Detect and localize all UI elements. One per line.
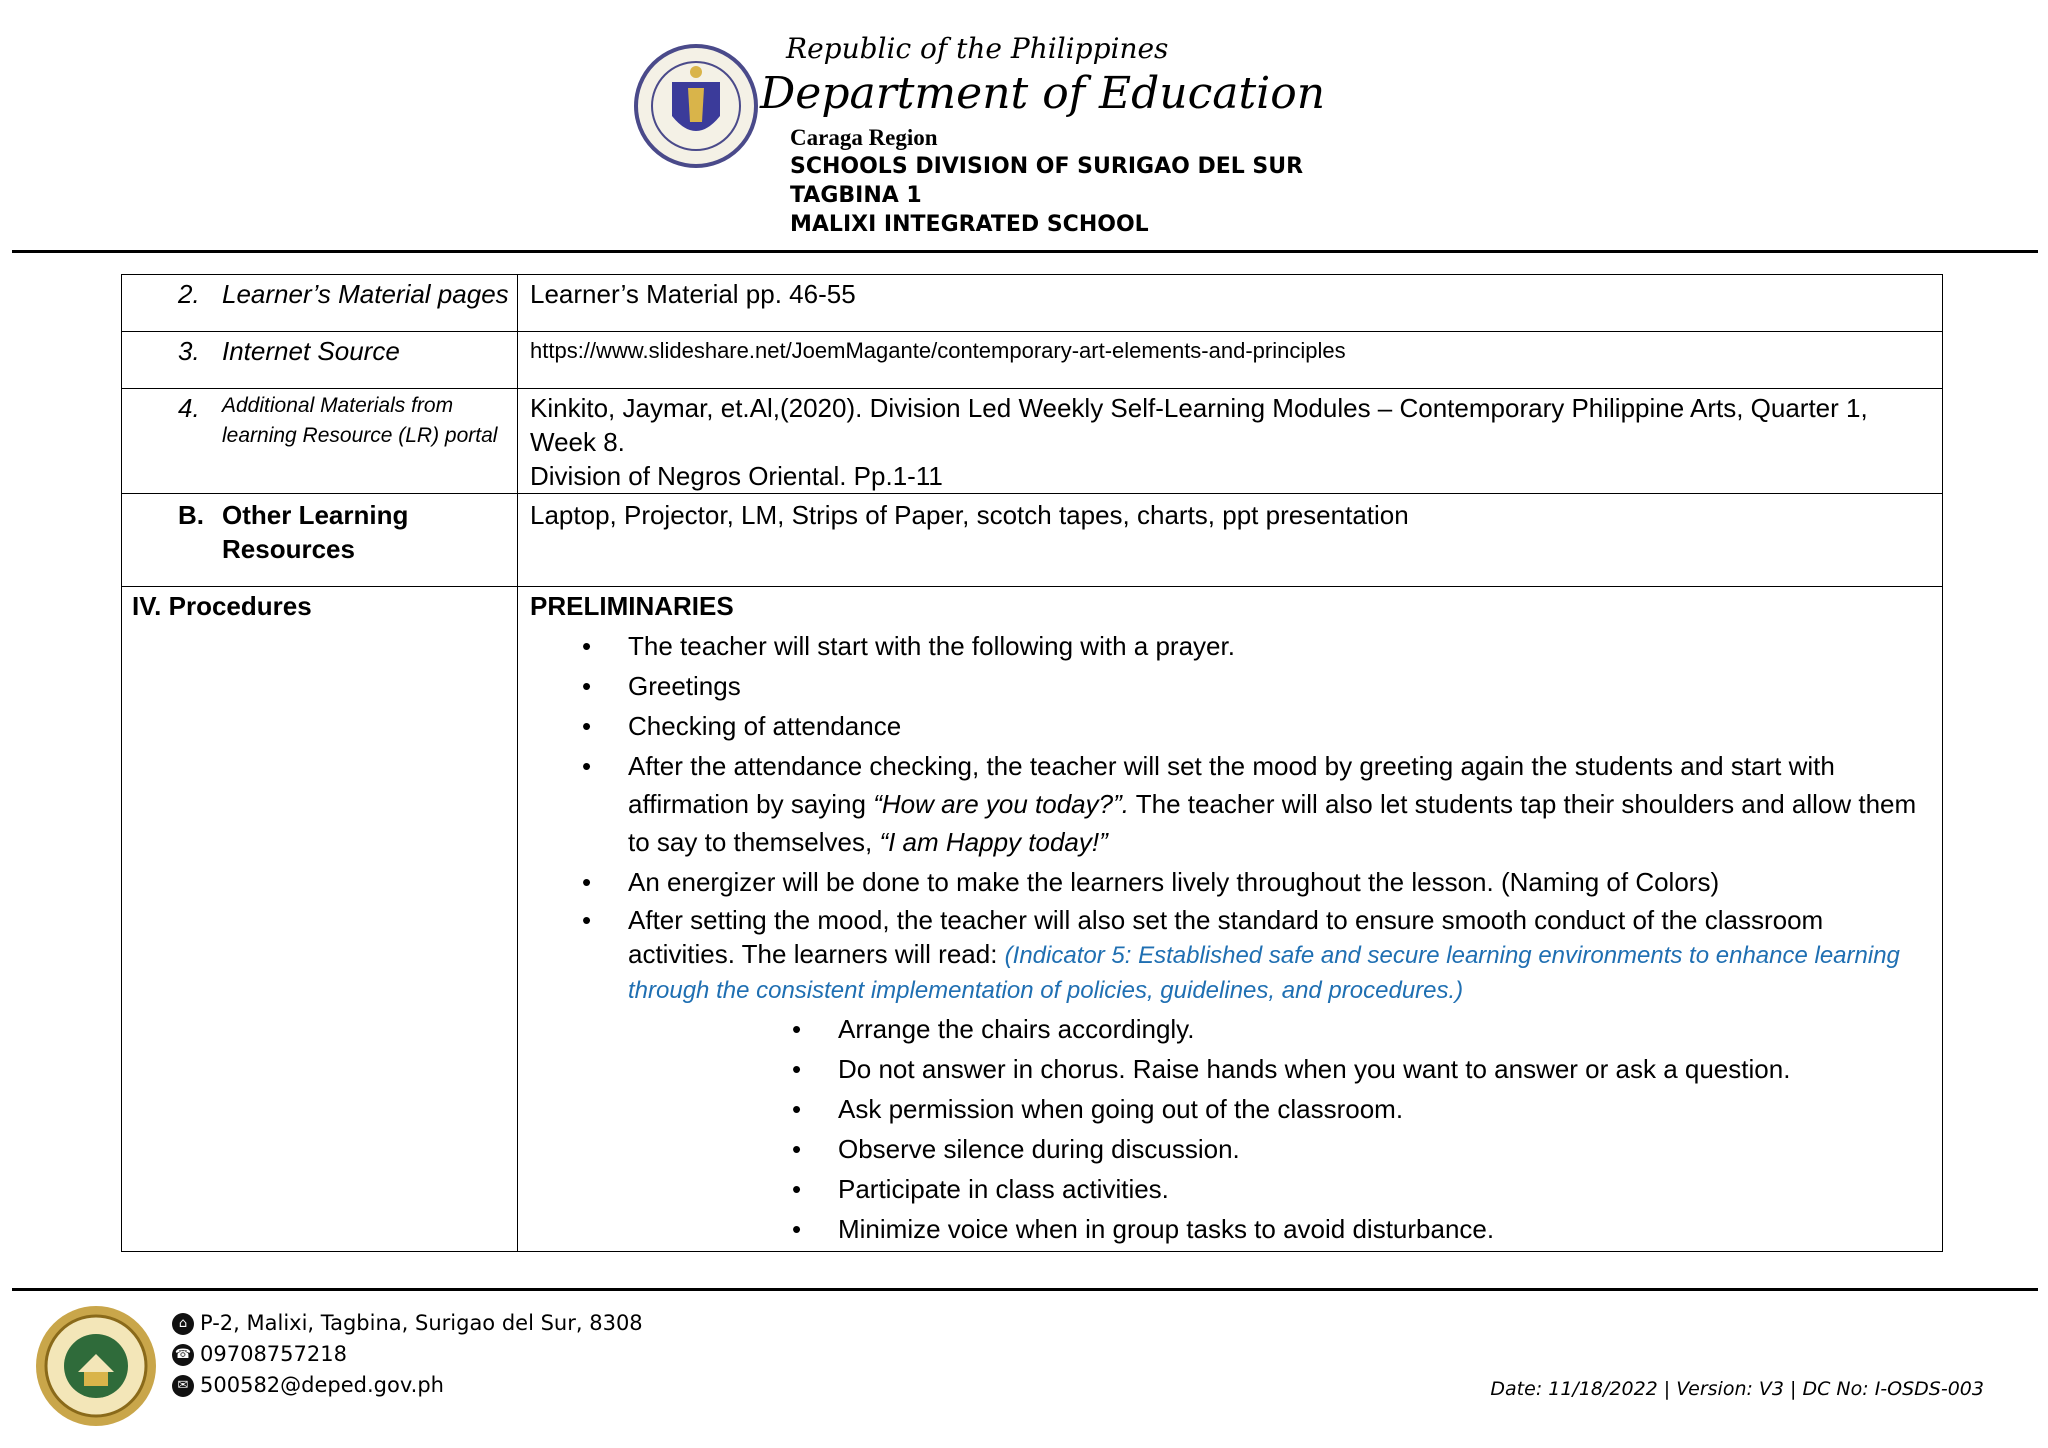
other-resources-value: Laptop, Projector, LM, Strips of Paper, scotch tapes, charts, ppt presentation [530,500,1409,530]
list-item: • An energizer will be done to make the learners lively throughout the lesson. (Naming of Colors) [628,863,1942,901]
additional-materials-citation: Kinkito, Jaymar, et.Al,(2020). Division Led Weekly Self-Learning Modules – Contemporary Philippine Arts, Quarter 1, Week 8. [530,393,1868,457]
table-row [122,275,1943,332]
department-title: Department of Education [760,68,1326,119]
school-seal-icon [32,1302,160,1430]
label-cell [122,332,518,389]
table-row [122,389,1943,494]
phone-icon: ☎ [172,1344,194,1366]
value-cell [518,332,1943,389]
footer-divider [12,1288,2038,1291]
list-item: • Participate in class activities. [838,1169,1912,1209]
list-item: • Minimize voice when in group tasks to avoid disturbance. [838,1209,1912,1249]
list-item: • Ask permission when going out of the classroom. [838,1089,1912,1129]
procedures-label: IV. Procedures [132,591,312,621]
other-resources-label-cont: Resources [222,534,355,564]
list-item: • Arrange the chairs accordingly. [838,1009,1912,1049]
value-cell [518,275,1943,332]
internet-source-link[interactable]: https://www.slideshare.net/JoemMagante/contemporary-art-elements-and-principles [530,338,1346,363]
email-icon: ✉ [172,1375,194,1397]
region-text: Caraga Region [790,125,938,150]
indicator-note: (Indicator 5: Established safe and secure learning environments to enhance learning through the consistent implementation of policies, guidelines, and procedures.) [628,942,1900,1004]
list-item: • Checking of attendance [628,707,1942,745]
additional-materials-label: Additional Materials from [222,394,454,417]
value-cell [518,494,1943,587]
additional-materials-label-cont: learning Resource (LR) portal [222,424,498,447]
label-cell [122,275,518,332]
classroom-rules-list [628,1009,1912,1249]
internet-source-label: Internet Source [222,336,400,366]
label-cell [122,494,518,587]
label-cell [122,389,518,494]
list-item: • Do not answer in chorus. Raise hands when you want to answer or ask a question. [838,1049,1912,1089]
learners-material-label: Learner’s Material pages [222,279,509,309]
item-number: 3. [178,336,200,366]
learners-material-value: Learner’s Material pp. 46-55 [530,279,856,309]
value-cell [518,587,1943,1252]
school-address: P-2, Malixi, Tagbina, Surigao del Sur, 8308 [200,1311,643,1335]
label-cell [122,587,518,1252]
value-cell [518,389,1943,494]
list-item: • Greetings [628,667,1942,705]
lesson-plan-table [121,274,1943,1252]
list-item: • Observe silence during discussion. [838,1129,1912,1169]
republic-text: Republic of the Philippines [786,32,1169,65]
deped-seal-icon [632,42,760,170]
home-icon: ⌂ [172,1313,194,1335]
table-row [122,494,1943,587]
school-phone[interactable]: 09708757218 [200,1342,347,1366]
other-resources-label: Other Learning [222,500,409,530]
document-control-info: Date: 11/18/2022 | Version: V3 | DC No: I-OSDS-003 [1490,1378,1984,1400]
school-email[interactable]: 500582@deped.gov.ph [200,1373,444,1397]
section-letter: B. [178,500,204,530]
school-text: MALIXI INTEGRATED SCHOOL [790,212,1149,237]
item-number: 4. [178,393,200,423]
table-row [122,587,1943,1252]
list-item: • The teacher will start with the following with a prayer. [628,627,1942,665]
list-item: • After the attendance checking, the teacher will set the mood by greeting again the students and start with affirmation by saying “How are you today?”. The teacher will also let students tap their shoulders and allow them to say to themselves, “I am Happy today!” [628,747,1942,861]
preliminaries-heading: PRELIMINARIES [530,591,734,621]
header-divider [12,250,2038,253]
table-row [122,332,1943,389]
additional-materials-citation-cont: Division of Negros Oriental. Pp.1-11 [530,461,943,491]
district-text: TAGBINA 1 [790,183,922,208]
division-text: SCHOOLS DIVISION OF SURIGAO DEL SUR [790,154,1304,179]
preliminaries-list [518,627,1942,1249]
list-item: • After setting the mood, the teacher will also set the standard to ensure smooth conduct of the classroom activities. The learners will read: (Indicator 5: Established safe and secure learning environments to enhance learning through the consistent implementation of policies, guidelines, and procedures.) • Arrange the chairs accordingly. • Do not answer in chorus. Raise hands when you want to answer or ask a question. • Ask permission when going out of the classroom. • Observe silence during discussion. • Participate in class activities. • Minimize voice when in group tasks to avoid disturbance. [628,903,1942,1249]
item-number: 2. [178,279,200,309]
